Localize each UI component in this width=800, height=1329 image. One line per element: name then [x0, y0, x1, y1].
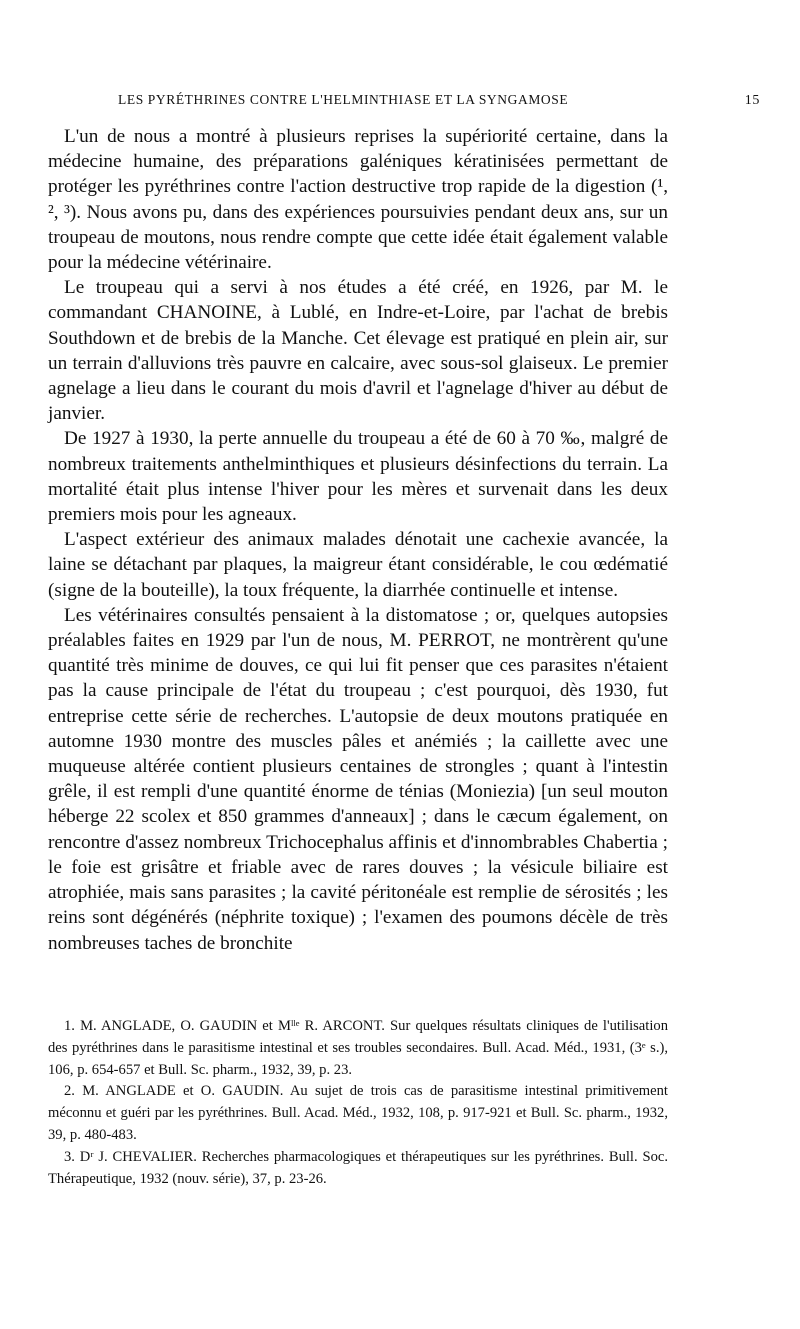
running-title: LES PYRÉTHRINES CONTRE L'HELMINTHIASE ET LA SYNGAMOSE — [118, 92, 569, 107]
page-number: 15 — [744, 93, 760, 108]
footnote: 2. M. ANGLADE et O. GAUDIN. Au sujet de trois cas de parasitisme intestinal primitivement méconnu et guéri par les pyréthrines. Bull. Acad. Méd., 1932, 108, p. 917-921 et Bull. Sc. pharm., 1932, 39, p. 480-483. — [48, 1083, 668, 1143]
footnote: 3. Dʳ J. CHEVALIER. Recherches pharmacologiques et thérapeutiques sur les pyréthrines. Bull. Soc. Thérapeutique, 1932 (nouv. série), 37, p. 23-26. — [48, 1148, 668, 1187]
running-header — [118, 92, 760, 109]
paragraph: L'aspect extérieur des animaux malades dénotait une cachexie avancée, la laine se détachant par plaques, la maigreur étant considérable, le cou œdématié (signe de la bouteille), la toux fréquente, la diarrhée continuelle et intense. — [48, 529, 668, 601]
footnote: 1. M. ANGLADE, O. GAUDIN et Mˡˡᵉ R. ARCONT. Sur quelques résultats cliniques de l'utilisation des pyréthrines dans le parasitisme intestinal et ses troubles secondaires. Bull. Acad. Méd., 1931, (3ᵉ s.), 106, p. 654-657 et Bull. Sc. pharm., 1932, 39, p. 23. — [48, 1018, 668, 1078]
paragraph: De 1927 à 1930, la perte annuelle du troupeau a été de 60 à 70 ‰, malgré de nombreux traitements anthelminthiques et plusieurs désinfections du terrain. La mortalité était plus intense l'hiver pour les mères et survenait dans les deux premiers mois pour les agneaux. — [48, 428, 668, 526]
body-text — [48, 124, 668, 956]
footnotes — [48, 1016, 668, 1190]
paragraph: Les vétérinaires consultés pensaient à la distomatose ; or, quelques autopsies préalables faites en 1929 par l'un de nous, M. PERROT, ne montrèrent qu'une quantité très minime de douves, ce qui lui fit penser que ces parasites n'étaient pas la cause principale de l'état du troupeau ; c'est pourquoi, dès 1930, fut entreprise cette série de recherches. L'autopsie de deux moutons pratiquée en automne 1930 montre des muscles pâles et anémiés ; la caillette avec une muqueuse altérée contient plusieurs centaines de strongles ; quant à l'intestin grêle, il est rempli d'une quantité énorme de ténias (Moniezia) [un seul mouton héberge 22 scolex et 850 grammes d'anneaux] ; dans le cæcum également, on rencontre d'assez nombreux Trichocephalus affinis et d'innombrables Chabertia ; le foie est grisâtre et friable avec de rares douves ; la vésicule biliaire est atrophiée, mais sans parasites ; la cavité péritonéale est remplie de sérosités ; les reins sont dégénérés (néphrite toxique) ; l'examen des poumons décèle de très nombreuses taches de bronchite — [48, 604, 668, 954]
paragraph: L'un de nous a montré à plusieurs reprises la supériorité certaine, dans la médecine humaine, des préparations galéniques kératinisées permettant de protéger les pyréthrines contre l'action destructive trop rapide de la digestion (¹, ², ³). Nous avons pu, dans des expériences poursuivies pendant deux ans, sur un troupeau de moutons, nous rendre compte que cette idée était également valable pour la médecine vétérinaire. — [48, 126, 668, 274]
paragraph: Le troupeau qui a servi à nos études a été créé, en 1926, par M. le commandant CHANOINE, à Lublé, en Indre-et-Loire, par l'achat de brebis Southdown et de brebis de la Manche. Cet élevage est pratiqué en plein air, sur un terrain d'alluvions très pauvre en calcaire, avec sous-sol glaiseux. Le premier agnelage a lieu dans le courant du mois d'avril et l'agnelage d'hiver au début de janvier. — [48, 277, 668, 425]
